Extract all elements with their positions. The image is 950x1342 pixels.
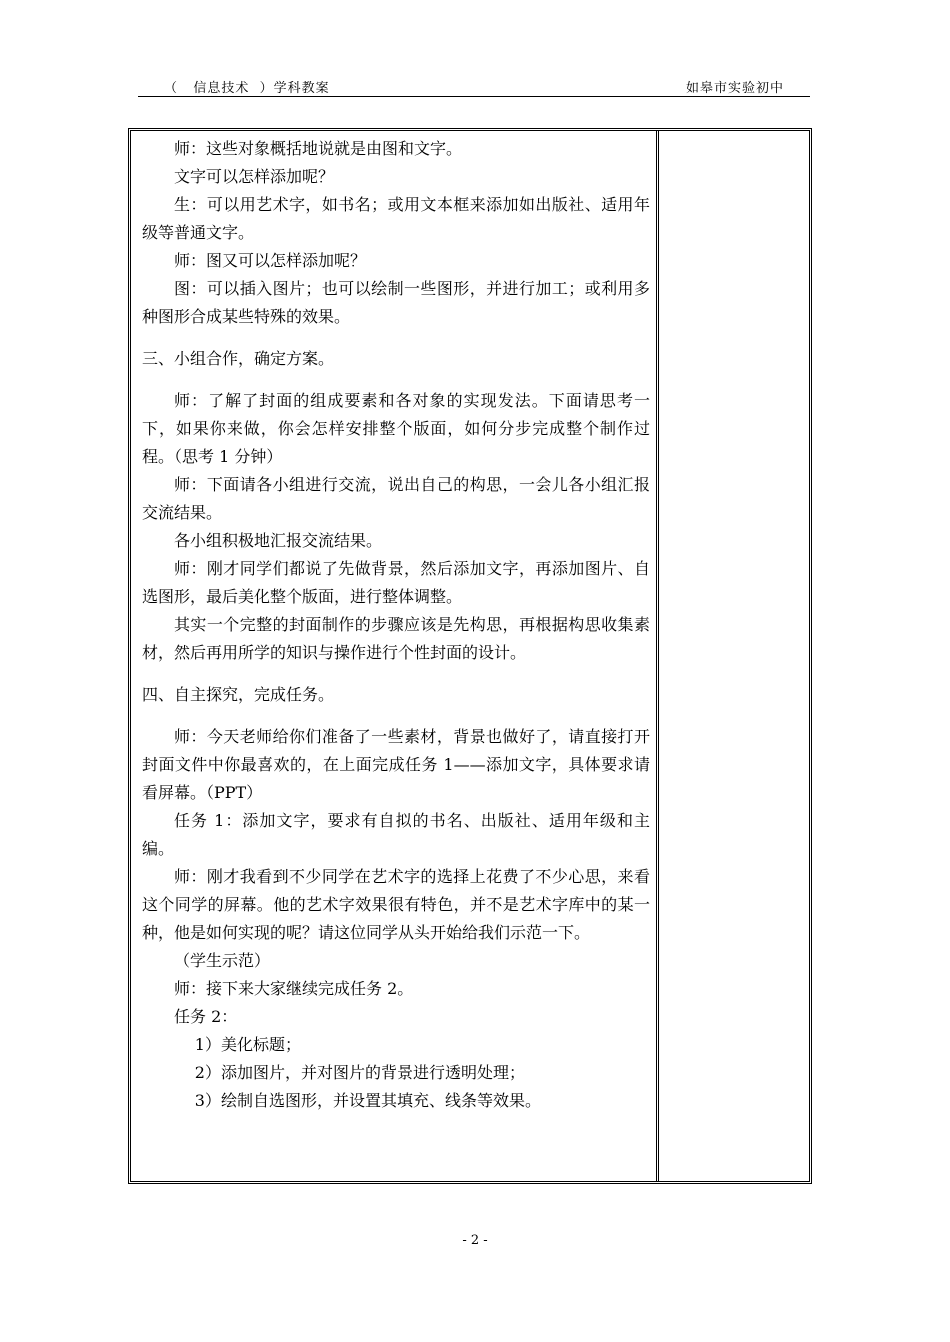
lesson-content [142,135,650,1115]
paragraph: 生：可以用艺术字，如书名；或用文本框来添加如出版社、适用年级等普通文字。 [142,195,650,242]
list-item: 1）美化标题； [194,1035,301,1054]
paragraph: 师：这些对象概括地说就是由图和文字。 [174,139,463,158]
lesson-table [128,128,812,1184]
header-school: 如皋市实验初中 [685,81,784,96]
section-heading: 三、小组合作，确定方案。 [142,349,335,368]
list-item: 3）绘制自选图形，并设置其填充、线条等效果。 [194,1091,541,1110]
paragraph: 师：刚才同学们都说了先做背景，然后添加文字，再添加图片、自选图形，最后美化整个版面，进行整体调整。 [142,559,650,606]
page-number: - 2 - [462,1233,488,1248]
section-heading: 四、自主探究，完成任务。 [142,685,335,704]
paragraph: （学生示范） [174,951,271,970]
paragraph: 师：了解了封面的组成要素和各对象的实现发法。下面请思考一下，如果你来做，你会怎样安排整个版面，如何分步完成整个制作过程。（思考 1 分钟） [142,391,650,466]
paragraph: 各小组积极地汇报交流结果。 [174,531,383,550]
header-subject: （ 信息技术 ）学科教案 [164,81,330,96]
paragraph: 师：今天老师给你们准备了一些素材，背景也做好了，请直接打开封面文件中你最喜欢的，在上面完成任务 1——添加文字，具体要求请看屏幕。（PPT） [142,727,650,802]
paragraph: 师：刚才我看到不少同学在艺术字的选择上花费了不少心思，来看这个同学的屏幕。他的艺术字效果很有特色，并不是艺术字库中的某一种，他是如何实现的呢？请这位同学从头开始给我们示范一下。 [142,867,650,942]
paragraph: 图：可以插入图片；也可以绘制一些图形，并进行加工；或利用多种图形合成某些特殊的效果。 [142,279,650,326]
page-header [138,74,810,97]
column-divider [656,131,659,1181]
paragraph: 其实一个完整的封面制作的步骤应该是先构思，再根据构思收集素材，然后再用所学的知识与操作进行个性封面的设计。 [142,615,650,662]
paragraph: 师：图又可以怎样添加呢？ [174,251,367,270]
paragraph: 师：接下来大家继续完成任务 2。 [174,979,414,998]
paragraph: 文字可以怎样添加呢？ [174,167,335,186]
paragraph: 任务 2： [174,1007,238,1026]
list-item: 2）添加图片，并对图片的背景进行透明处理； [194,1063,525,1082]
paragraph: 任务 1：添加文字，要求有自拟的书名、出版社、适用年级和主编。 [142,811,650,858]
paragraph: 师：下面请各小组进行交流，说出自己的构思，一会儿各小组汇报交流结果。 [142,475,650,522]
